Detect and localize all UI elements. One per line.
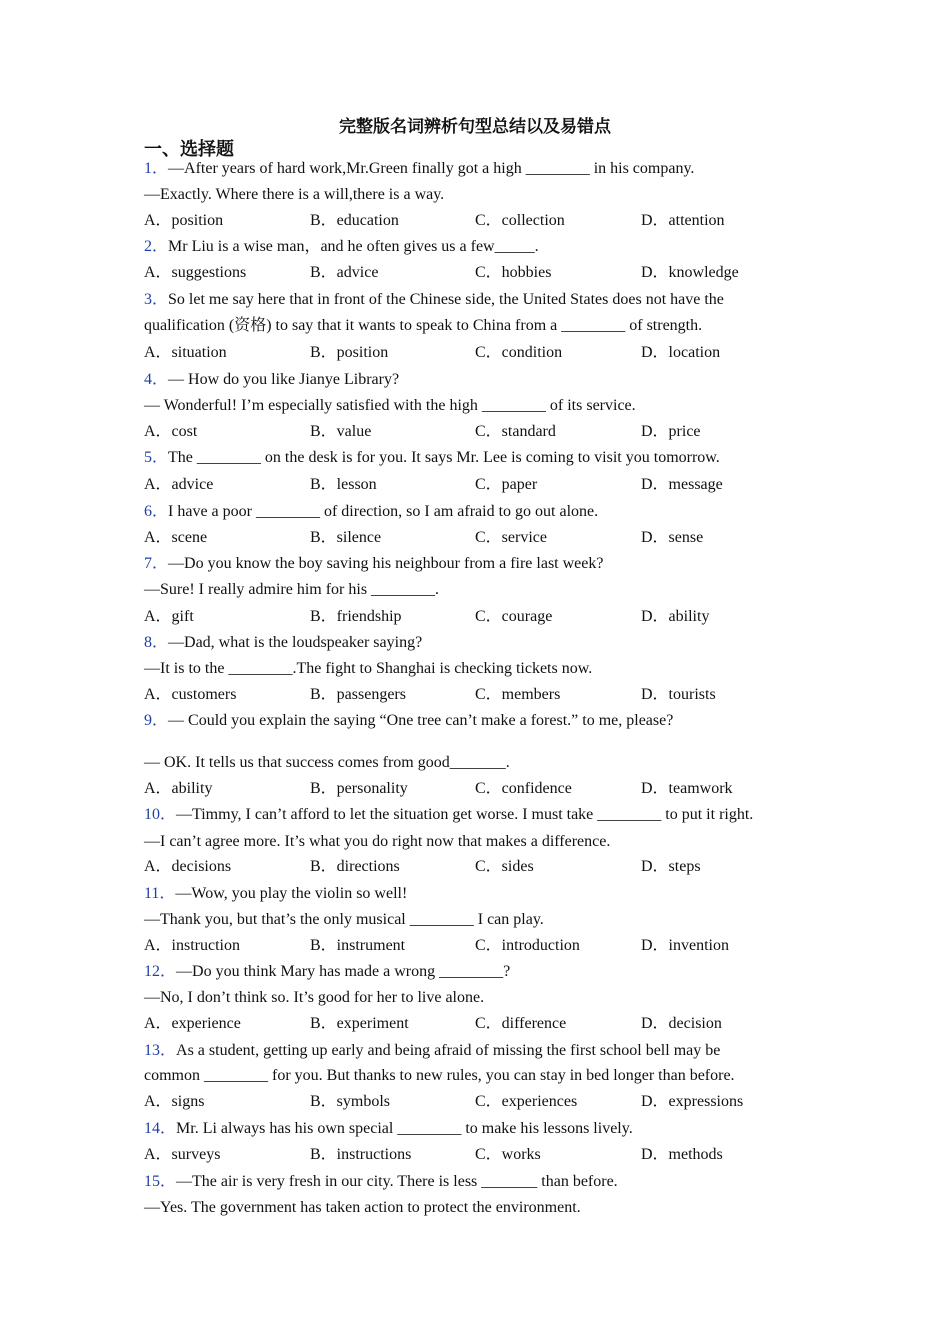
option-d: D．sense (641, 529, 704, 546)
question-number: 11． (144, 885, 176, 902)
option-d: D．invention (641, 937, 729, 954)
question-stem (144, 805, 753, 825)
question-text: So let me say here that in front of the Chinese side, the United States does not have the (168, 291, 724, 308)
question-number: 10． (144, 806, 177, 823)
question-text: —No, I don’t think so. It’s good for her to live alone. (144, 989, 485, 1006)
option-c: C．sides (475, 858, 534, 875)
question-text: Mr. Li always has his own special ________ to make his lessons lively. (176, 1120, 633, 1137)
question-text: — OK. It tells us that success comes from good_______. (144, 754, 510, 771)
question-text: —Yes. The government has taken action to protect the environment. (144, 1199, 581, 1216)
option-a: A．suggestions (144, 264, 247, 281)
page-title: 完整版名词辨析句型总结以及易错点 (339, 117, 611, 137)
question-text: —Sure! I really admire him for his ________. (144, 581, 440, 598)
option-d: D．price (641, 423, 701, 440)
option-d: D．decision (641, 1015, 722, 1032)
question-stem (144, 237, 539, 257)
option-d: D．message (641, 476, 723, 493)
question-text: —Thank you, but that’s the only musical ________ I can play. (144, 911, 544, 928)
option-c: C．paper (475, 476, 538, 493)
option-b: B．directions (310, 858, 400, 875)
question-stem (144, 502, 598, 522)
question-line (144, 316, 702, 336)
option-d: D．attention (641, 212, 725, 229)
question-stem (144, 370, 399, 390)
question-line (144, 580, 439, 600)
section-heading: 一、选择题 (144, 139, 234, 160)
option-b: B．silence (310, 529, 382, 546)
question-stem (144, 290, 724, 310)
question-line (144, 396, 636, 416)
option-d: D．ability (641, 608, 710, 625)
option-a: A．situation (144, 344, 227, 361)
option-b: B．education (310, 212, 399, 229)
question-line (144, 988, 484, 1008)
option-a: A．decisions (144, 858, 232, 875)
question-text: Mr Liu is a wise man，and he often gives us a few_____. (168, 238, 539, 255)
question-text: —Dad, what is the loudspeaker saying? (168, 634, 423, 651)
question-line (144, 185, 444, 205)
question-number: 8． (144, 634, 169, 651)
question-number: 9． (144, 712, 169, 729)
question-text: — Wonderful! I’m especially satisfied with the high ________ of its service. (144, 397, 636, 414)
option-d: D．tourists (641, 686, 716, 703)
option-a: A．gift (144, 608, 194, 625)
option-c: C．difference (475, 1015, 567, 1032)
question-number: 3． (144, 291, 169, 308)
option-b: B．experiment (310, 1015, 409, 1032)
option-c: C．introduction (475, 937, 580, 954)
question-number: 14． (144, 1120, 177, 1137)
option-b: B．instrument (310, 937, 406, 954)
option-c: C．members (475, 686, 561, 703)
option-b: B．advice (310, 264, 379, 281)
question-stem (144, 884, 407, 904)
option-c: C．hobbies (475, 264, 552, 281)
option-d: D．knowledge (641, 264, 739, 281)
question-number: 15． (144, 1173, 177, 1190)
question-text: — Could you explain the saying “One tree can’t make a forest.” to me, please? (168, 712, 674, 729)
question-line (144, 1198, 581, 1218)
option-a: A．cost (144, 423, 198, 440)
option-b: B．personality (310, 780, 408, 797)
question-number: 12． (144, 963, 177, 980)
question-stem (144, 962, 510, 982)
question-text: common ________ for you. But thanks to new rules, you can stay in bed longer than before. (144, 1067, 735, 1084)
option-d: D．methods (641, 1146, 723, 1163)
option-a: A．ability (144, 780, 213, 797)
option-c: C．standard (475, 423, 556, 440)
question-text: —It is to the ________.The fight to Shanghai is checking tickets now. (144, 660, 593, 677)
question-line (144, 910, 544, 930)
question-stem (144, 1172, 618, 1192)
option-c: C．experiences (475, 1093, 578, 1110)
option-d: D．expressions (641, 1093, 744, 1110)
option-c: C．condition (475, 344, 563, 361)
option-a: A．position (144, 212, 224, 229)
question-number: 7． (144, 555, 169, 572)
option-a: A．customers (144, 686, 237, 703)
option-b: B．passengers (310, 686, 406, 703)
question-line (144, 1066, 735, 1086)
question-text: —Do you know the boy saving his neighbour from a fire last week? (168, 555, 604, 572)
option-b: B．friendship (310, 608, 402, 625)
question-line (144, 659, 592, 679)
question-stem (144, 554, 603, 574)
question-text: —Do you think Mary has made a wrong ________? (176, 963, 511, 980)
question-text: — How do you like Jianye Library? (168, 371, 400, 388)
question-text: qualification (资格) to say that it wants to speak to China from a ________ of strength. (144, 317, 703, 334)
option-b: B．instructions (310, 1146, 412, 1163)
question-number: 1． (144, 160, 169, 177)
question-text: —I can’t agree more. It’s what you do right now that makes a difference. (144, 833, 611, 850)
question-text: —Timmy, I can’t afford to let the situation get worse. I must take ________ to put it right. (176, 806, 754, 823)
option-a: A．instruction (144, 937, 240, 954)
option-d: D．steps (641, 858, 701, 875)
option-b: B．value (310, 423, 372, 440)
question-stem (144, 1041, 720, 1061)
option-a: A．scene (144, 529, 208, 546)
option-a: A．signs (144, 1093, 205, 1110)
option-c: C．service (475, 529, 547, 546)
question-number: 5． (144, 449, 169, 466)
question-text: I have a poor ________ of direction, so I am afraid to go out alone. (168, 503, 599, 520)
question-stem (144, 633, 422, 653)
question-text: The ________ on the desk is for you. It says Mr. Lee is coming to visit you tomorrow. (168, 449, 720, 466)
option-b: B．symbols (310, 1093, 391, 1110)
question-text: —The air is very fresh in our city. There is less _______ than before. (176, 1173, 618, 1190)
option-b: B．position (310, 344, 389, 361)
question-number: 6． (144, 503, 169, 520)
question-line (144, 753, 510, 773)
option-a: A．advice (144, 476, 214, 493)
option-c: C．collection (475, 212, 565, 229)
question-text: As a student, getting up early and being afraid of missing the first school bell may be (176, 1042, 721, 1059)
question-stem (144, 1119, 633, 1139)
question-stem (144, 159, 694, 179)
option-b: B．lesson (310, 476, 377, 493)
question-number: 2． (144, 238, 169, 255)
option-c: C．confidence (475, 780, 572, 797)
option-c: C．works (475, 1146, 541, 1163)
option-a: A．experience (144, 1015, 241, 1032)
question-stem (144, 448, 720, 468)
question-number: 13． (144, 1042, 177, 1059)
question-text: —Wow, you play the violin so well! (175, 885, 408, 902)
option-d: D．teamwork (641, 780, 733, 797)
option-c: C．courage (475, 608, 553, 625)
question-line (144, 832, 610, 852)
option-d: D．location (641, 344, 721, 361)
question-text: —Exactly. Where there is a will,there is a way. (144, 186, 445, 203)
question-stem (144, 711, 673, 731)
option-a: A．surveys (144, 1146, 221, 1163)
question-text: —After years of hard work,Mr.Green finally got a high ________ in his company. (168, 160, 695, 177)
question-number: 4． (144, 371, 169, 388)
